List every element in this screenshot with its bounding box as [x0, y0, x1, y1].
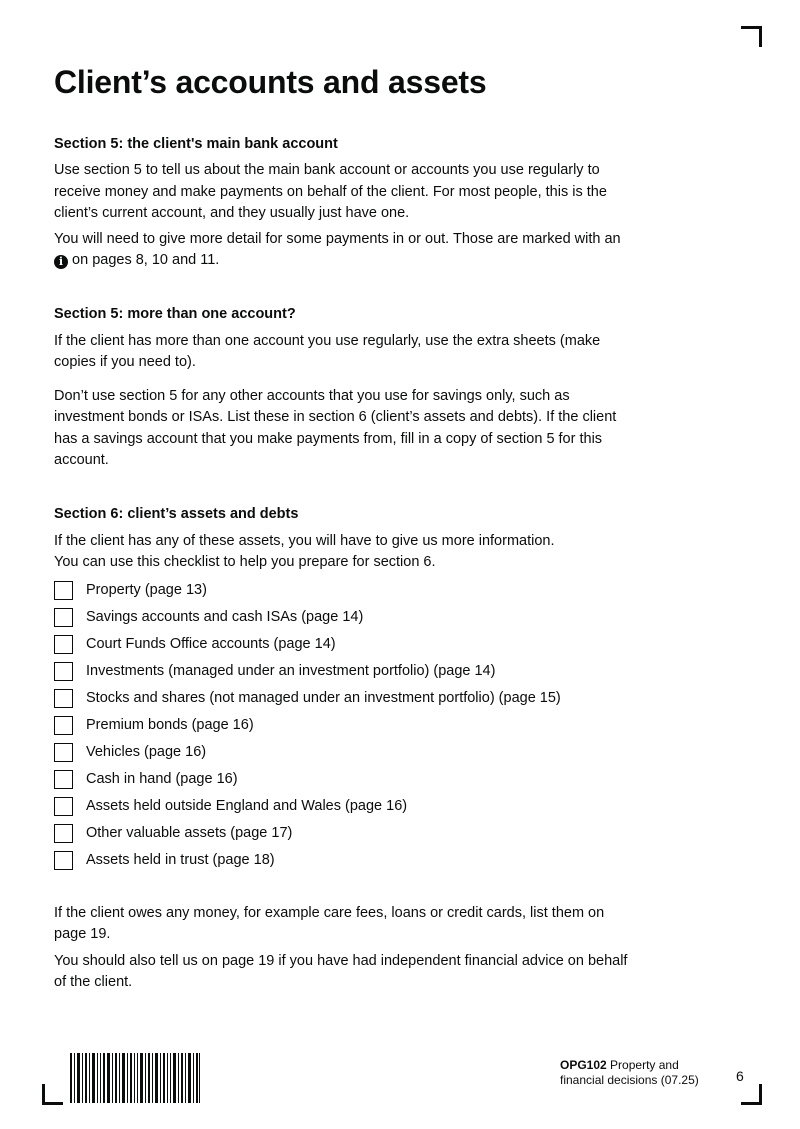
checklist-label: Assets held outside England and Wales (page 16) [86, 798, 408, 814]
checklist-item [54, 793, 634, 820]
checkbox[interactable] [54, 770, 73, 789]
checkbox[interactable] [54, 716, 73, 735]
section6-intro-line2: You can use this checklist to help you prepare for section 6. [54, 554, 436, 570]
page-title: Client’s accounts and assets [54, 64, 487, 100]
page-content [54, 60, 634, 994]
checklist-label: Property (page 13) [86, 582, 207, 598]
section5-more-para1: If the client has more than one account you use regularly, use the extra sheets (make copies if you need to). [54, 332, 601, 370]
checkbox[interactable] [54, 743, 73, 762]
section5-para1: Use section 5 to tell us about the main bank account or accounts you use regularly to receive money and make payments on behalf of the client. For most people, this is the client’s current account, and they usually just have one. [54, 162, 607, 221]
asset-checklist [54, 577, 634, 874]
checklist-item [54, 658, 634, 685]
checklist-item [54, 712, 634, 739]
barcode [70, 1053, 200, 1103]
section5-para2-after: on pages 8, 10 and 11. [72, 252, 220, 268]
checkbox[interactable] [54, 635, 73, 654]
checklist-item [54, 739, 634, 766]
crop-mark-bottom-left [42, 1084, 63, 1105]
section5-para2 [54, 229, 634, 272]
advice-paragraph: You should also tell us on page 19 if you have had independent financial advice on behalf of the client. [54, 952, 628, 990]
checklist-label: Stocks and shares (not managed under an investment portfolio) (page 15) [86, 690, 561, 706]
checkbox[interactable] [54, 608, 73, 627]
document-reference [560, 1058, 699, 1088]
checklist-label: Court Funds Office accounts (page 14) [86, 636, 336, 652]
checklist-label: Premium bonds (page 16) [86, 717, 254, 733]
checklist-item [54, 577, 634, 604]
crop-mark-bottom-right [741, 1084, 762, 1105]
checkbox[interactable] [54, 797, 73, 816]
checklist-item [54, 631, 634, 658]
document-name-part1: Property and [610, 1058, 679, 1072]
checklist-item [54, 766, 634, 793]
document-name-part2: financial decisions (07.25) [560, 1073, 699, 1087]
document-code: OPG102 [560, 1058, 607, 1072]
crop-mark-top-right [741, 26, 762, 47]
checkbox[interactable] [54, 689, 73, 708]
debts-paragraph: If the client owes any money, for example care fees, loans or credit cards, list them on page 19. [54, 904, 605, 942]
checkbox[interactable] [54, 662, 73, 681]
checklist-label: Savings accounts and cash ISAs (page 14) [86, 609, 364, 625]
checklist-item [54, 820, 634, 847]
checklist-label: Vehicles (page 16) [86, 744, 207, 760]
section5-more-para2: Don’t use section 5 for any other accounts that you use for savings only, such as investment bonds or ISAs. List these in section 6 (client’s assets and debts). If the client has a savings account that you make payments from, fill in a copy of section 5 for this account. [54, 387, 617, 468]
section5-more-heading: Section 5: more than one account? [54, 305, 296, 322]
section6-heading: Section 6: client’s assets and debts [54, 505, 299, 522]
checklist-item [54, 847, 634, 874]
checklist-label: Other valuable assets (page 17) [86, 825, 293, 841]
checklist-label: Assets held in trust (page 18) [86, 852, 275, 868]
checkbox[interactable] [54, 581, 73, 600]
checklist-label: Cash in hand (page 16) [86, 771, 238, 787]
checkbox[interactable] [54, 824, 73, 843]
section6-intro-line1: If the client has any of these assets, you will have to give us more information. [54, 532, 555, 549]
checklist-item [54, 685, 634, 712]
checklist-item [54, 604, 634, 631]
page-number: 6 [736, 1068, 744, 1084]
info-icon: i [54, 255, 68, 269]
checklist-label: Investments (managed under an investment portfolio) (page 14) [86, 663, 496, 679]
section5-heading: Section 5: the client's main bank account [54, 136, 338, 152]
checkbox[interactable] [54, 851, 73, 870]
section5-para2-before: You will need to give more detail for some payments in or out. Those are marked with an [54, 230, 621, 247]
